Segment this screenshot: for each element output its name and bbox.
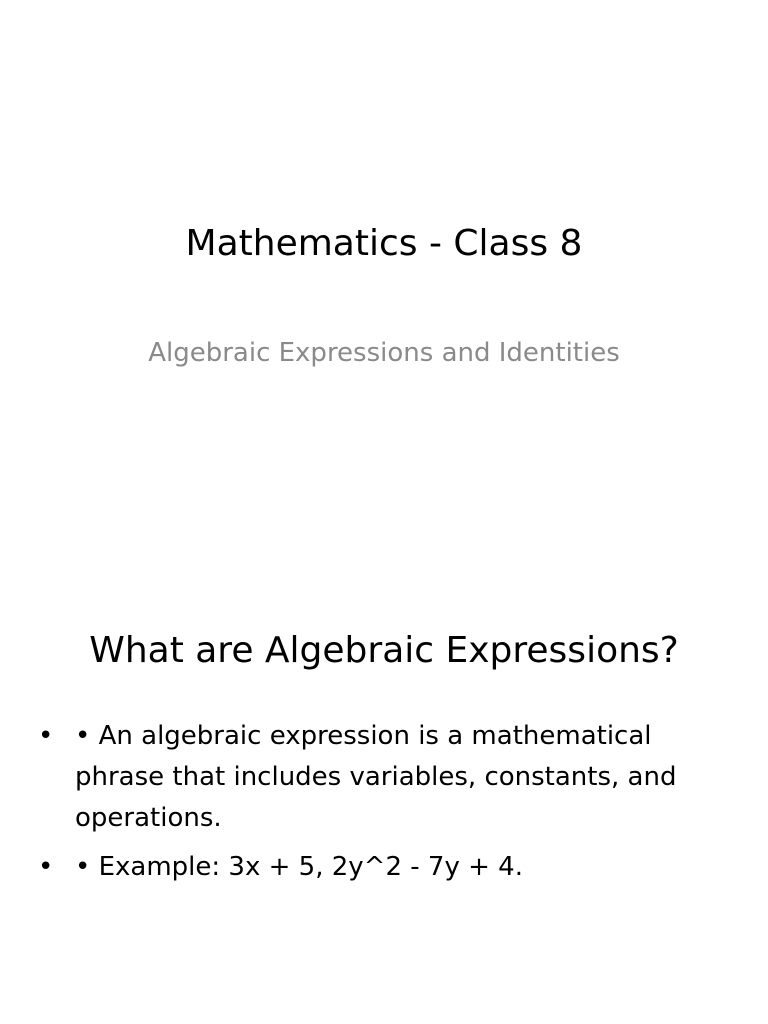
presentation-subtitle: Algebraic Expressions and Identities: [148, 338, 620, 368]
bullet-item: [38, 716, 718, 839]
bullet-text: • An algebraic expression is a mathematical phrase that includes variables, constants, and operations.: [75, 721, 677, 833]
bullet-list: [38, 716, 718, 896]
bullet-text: • Example: 3x + 5, 2y^2 - 7y + 4.: [75, 852, 523, 882]
content-slide: [0, 512, 768, 1024]
bullet-marker-icon: •: [38, 721, 54, 751]
presentation-title: Mathematics - Class 8: [185, 223, 583, 264]
slide-title: What are Algebraic Expressions?: [89, 630, 679, 671]
bullet-marker-icon: •: [38, 852, 54, 882]
bullet-item: [38, 847, 718, 888]
